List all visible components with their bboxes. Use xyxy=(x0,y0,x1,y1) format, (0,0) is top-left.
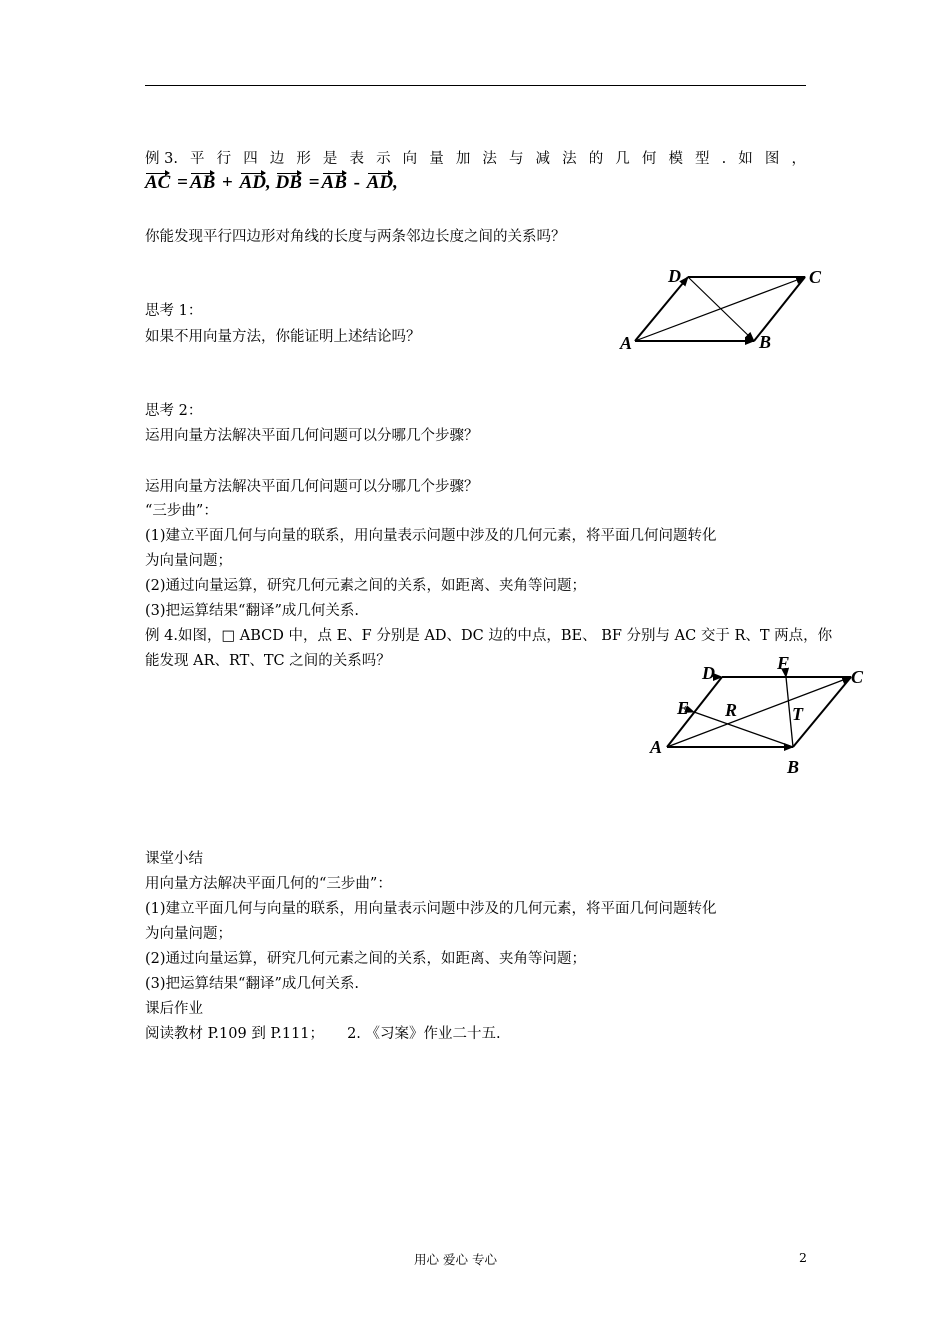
footer-motto: 用心 爱心 专心 xyxy=(414,1252,497,1267)
label-a: A xyxy=(620,333,633,353)
think2-text: 运用向量方法解决平面几何问题可以分哪几个步骤？ xyxy=(145,428,479,444)
example3-question: 你能发现平行四边形对角线的长度与两条邻边长度之间的关系吗？ xyxy=(145,229,566,245)
vector-ab: AB xyxy=(189,172,216,193)
vector-formula: AC = AB + AD, DB = AB - AD, xyxy=(145,172,398,193)
step-1-cont: 为向量问题； xyxy=(145,553,232,569)
label-e: E xyxy=(677,698,690,718)
step-1: (1)建立平面几何与向量的联系，用向量表示问题中涉及的几何元素，将平面几何问题转化 xyxy=(145,528,717,544)
step-3: (3)把运算结果“翻译”成几何关系. xyxy=(145,603,359,619)
vector-ad-2: AD xyxy=(366,172,394,193)
example4-text: 例 4.如图，□ ABCD 中，点 E、F 分别是 AD、DC 边的中点，BE、 BF 分别与 AC 交于 R、T 两点，你 xyxy=(145,628,833,644)
diagonal-db xyxy=(688,277,754,341)
think2-title: 思考 2： xyxy=(145,403,203,419)
vector-db: DB xyxy=(275,172,302,193)
summary-step-2: (2)通过向量运算，研究几何元素之间的关系，如距离、夹角等问题； xyxy=(145,951,587,967)
label-d: D xyxy=(668,266,681,286)
label-r: R xyxy=(725,700,738,720)
summary-step-3: (3)把运算结果“翻译”成几何关系. xyxy=(145,976,359,992)
example3-title: 例 3. 平 行 四 边 形 是 表 示 向 量 加 法 与 减 法 的 几 何 模 型 . 如 图 ， xyxy=(145,151,806,167)
summary-intro: 用向量方法解决平面几何的“三步曲”： xyxy=(145,876,392,892)
steps-name: “三步曲”： xyxy=(145,503,218,519)
label-a: A xyxy=(650,737,663,757)
label-d: D xyxy=(702,663,715,683)
step-2: (2)通过向量运算，研究几何元素之间的关系，如距离、夹角等问题； xyxy=(145,578,587,594)
parallelogram-figure xyxy=(610,262,840,357)
vector-ab-2: AB xyxy=(321,172,347,193)
label-b: B xyxy=(759,332,772,352)
label-c: C xyxy=(851,667,864,687)
homework-title: 课后作业 xyxy=(145,1001,203,1017)
page-number: 2 xyxy=(799,1250,807,1265)
label-c: C xyxy=(809,267,822,287)
think1-title: 思考 1： xyxy=(145,303,203,319)
label-b: B xyxy=(787,757,800,777)
label-f: F xyxy=(777,653,790,673)
parallelogram-midpoint-figure xyxy=(645,652,875,782)
vector-ac: AC xyxy=(145,172,171,193)
summary-step-1: (1)建立平面几何与向量的联系，用向量表示问题中涉及的几何元素，将平面几何问题转化 xyxy=(145,901,717,917)
example4-text-cont: 能发现 AR、RT、TC 之间的关系吗？ xyxy=(145,653,391,669)
steps-question: 运用向量方法解决平面几何问题可以分哪几个步骤？ xyxy=(145,479,479,495)
label-t: T xyxy=(792,704,803,724)
think1-text: 如果不用向量方法，你能证明上述结论吗？ xyxy=(145,329,421,345)
homework-text: 阅读教材 P.109 到 P.111； 2. 《习案》作业二十五. xyxy=(145,1026,501,1042)
summary-title: 课堂小结 xyxy=(145,851,203,867)
vector-ad: AD xyxy=(239,172,267,193)
summary-step-1-cont: 为向量问题； xyxy=(145,926,232,942)
header-rule xyxy=(145,85,806,86)
